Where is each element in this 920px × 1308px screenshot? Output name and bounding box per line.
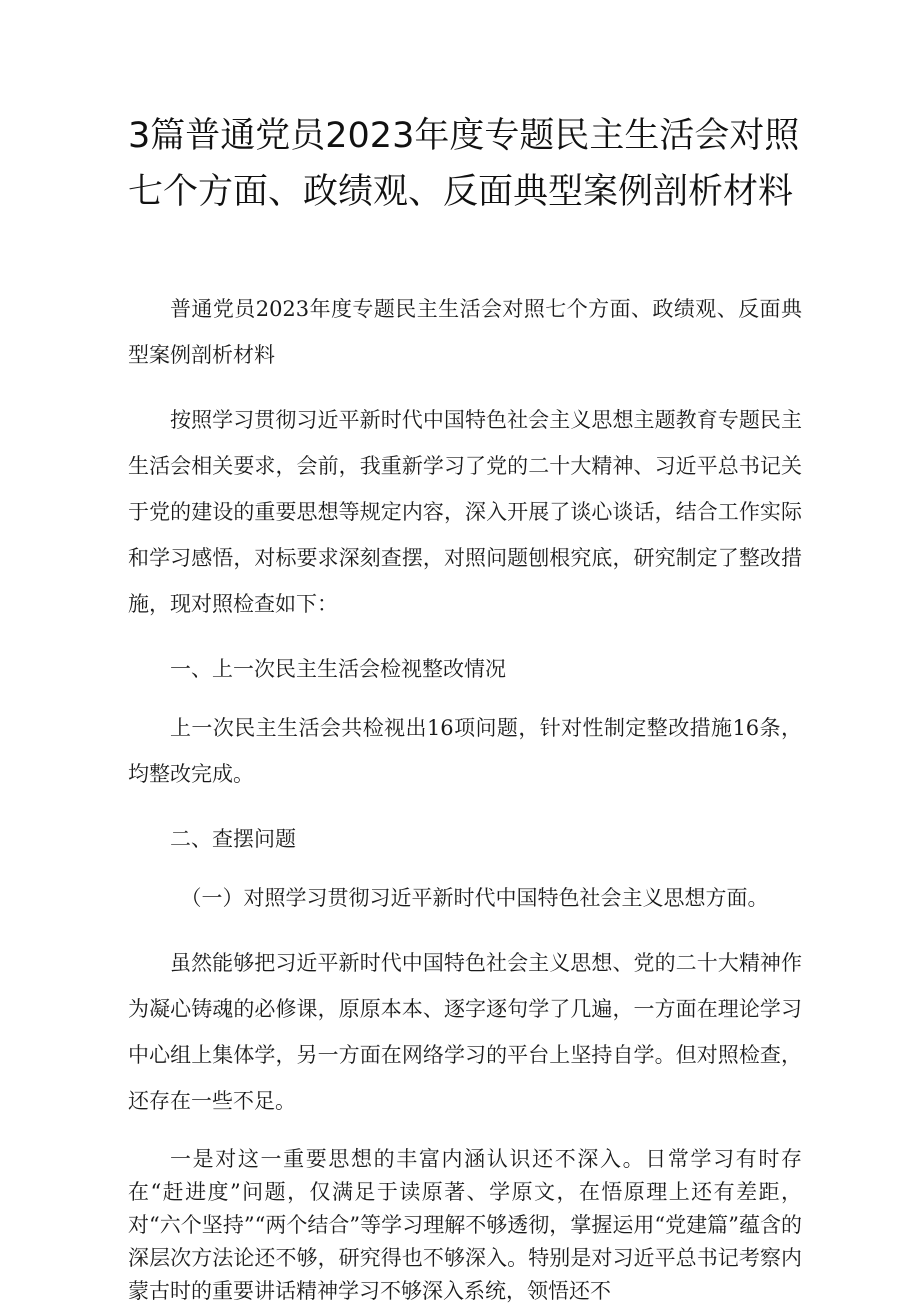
paragraph-intro: 按照学习贯彻习近平新时代中国特色社会主义思想主题教育专题民主生活会相关要求，会前，我重新学习了党的二十大精神、习近平总书记关于党的建设的重要思想等规定内容，深入开展了谈心谈话，结合工作实际和学习感悟，对标要求深刻查摆，对照问题刨根究底，研究制定了整改措施，现对照检查如下： [128,408,802,616]
paragraph-subtitle: 普通党员2023年度专题民主生活会对照七个方面、政绩观、反面典型案例剖析材料 [128,297,802,367]
section-heading-2: 二、查摆问题 [170,827,296,851]
subsection-heading-1: （一）对照学习贯彻习近平新时代中国特色社会主义思想方面。 [180,886,769,910]
paragraph-issue-1: 一是对这一重要思想的丰富内涵认识还不深入。日常学习有时存在“赶进度”问题，仅满足于读原著、学原文，在悟原理上还有差距，对“六个坚持”“两个结合”等学习理解不够透彻，掌握运用“党建篇”蕴含的深层次方法论还不够，研究得也不够深入。特别是对习近平总书记考察内蒙古时的重要讲话精神学习不够深入系统，领悟还不 [128,1147,802,1303]
section-heading-1: 一、上一次民主生活会检视整改情况 [170,657,506,681]
paragraph-study-overview: 虽然能够把习近平新时代中国特色社会主义思想、党的二十大精神作为凝心铸魂的必修课，原原本本、逐字逐句学了几遍，一方面在理论学习中心组上集体学，另一方面在网络学习的平台上坚持自学。但对照检查，还存在一些不足。 [128,951,802,1113]
document-title: 3篇普通党员2023年度专题民主生活会对照七个方面、政绩观、反面典型案例剖析材料 [128,116,800,212]
document-body [128,286,802,1308]
paragraph-previous-review: 上一次民主生活会共检视出16项问题，针对性制定整改措施16条，均整改完成。 [128,716,802,786]
